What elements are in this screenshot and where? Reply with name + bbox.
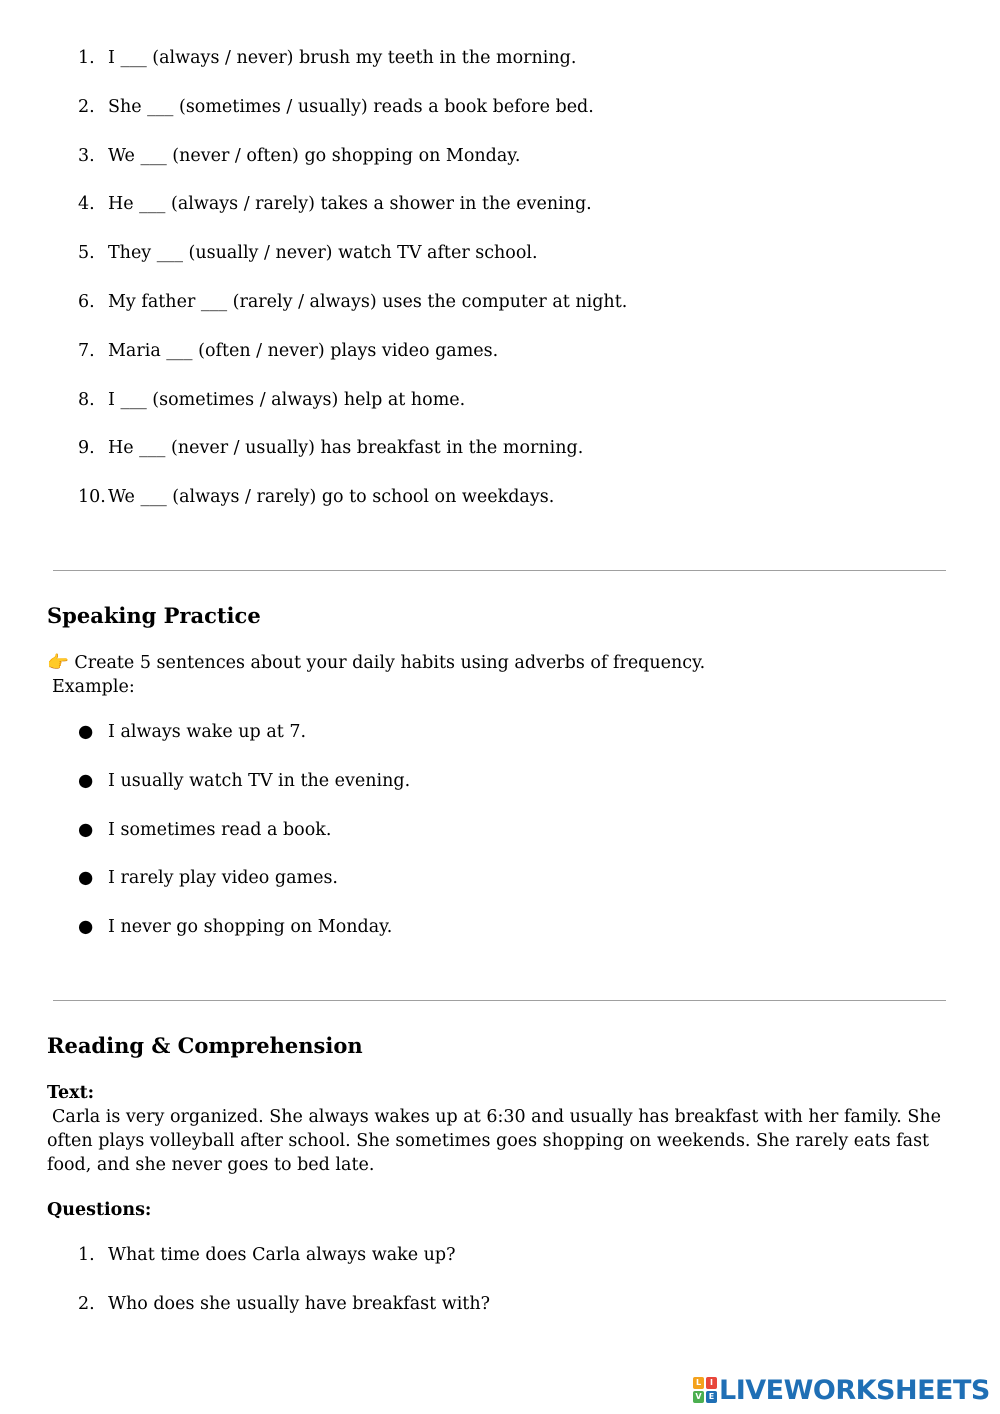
text-label: Text: — [47, 1083, 95, 1103]
example-text: I never go shopping on Monday. — [108, 917, 393, 937]
liveworksheets-logo — [693, 1374, 990, 1406]
question-number: 1. — [78, 1245, 95, 1265]
example-text: I always wake up at 7. — [108, 722, 307, 742]
question-text: What time does Carla always wake up? — [108, 1245, 456, 1265]
bullet: ● — [78, 820, 94, 840]
logo-icon-letter: I — [706, 1377, 717, 1389]
question-text: Who does she usually have breakfast with? — [108, 1294, 490, 1314]
item-number: 2. — [78, 97, 95, 117]
item-number: 4. — [78, 194, 95, 214]
item-text: They ___ (usually / never) watch TV after school. — [108, 243, 538, 263]
item-number: 8. — [78, 390, 95, 410]
item-text: My father ___ (rarely / always) uses the computer at night. — [108, 292, 628, 312]
reading-text-line: Carla is very organized. She always wakes up at 6:30 and usually has breakfast with her family. She — [52, 1107, 941, 1127]
item-text: I ___ (sometimes / always) help at home. — [108, 390, 466, 410]
bullet: ● — [78, 771, 94, 791]
item-text: He ___ (never / usually) has breakfast in the morning. — [108, 438, 584, 458]
reading-text-line: often plays volleyball after school. She sometimes goes shopping on weekends. She rarely eats fast — [47, 1131, 930, 1151]
item-text: Maria ___ (often / never) plays video games. — [108, 341, 499, 361]
item-number: 5. — [78, 243, 95, 263]
item-number: 6. — [78, 292, 95, 312]
reading-text-line: food, and she never goes to bed late. — [47, 1155, 375, 1175]
item-text: I ___ (always / never) brush my teeth in the morning. — [108, 48, 577, 68]
item-text: We ___ (always / rarely) go to school on weekdays. — [108, 487, 555, 507]
example-text: I usually watch TV in the evening. — [108, 771, 411, 791]
logo-icon — [693, 1377, 717, 1403]
speaking-instruction: 👉 Create 5 sentences about your daily habits using adverbs of frequency. — [47, 653, 706, 673]
question-number: 2. — [78, 1294, 95, 1314]
reading-title: Reading & Comprehension — [47, 1033, 363, 1058]
section-divider — [53, 1000, 946, 1001]
bullet: ● — [78, 917, 94, 937]
item-text: We ___ (never / often) go shopping on Monday. — [108, 146, 521, 166]
questions-label: Questions: — [47, 1200, 152, 1220]
logo-icon-letter: E — [706, 1391, 717, 1403]
item-number: 1. — [78, 48, 95, 68]
section-divider — [53, 570, 946, 571]
bullet: ● — [78, 868, 94, 888]
item-text: He ___ (always / rarely) takes a shower in the evening. — [108, 194, 592, 214]
item-number: 3. — [78, 146, 95, 166]
logo-text: LIVEWORKSHEETS — [719, 1374, 990, 1406]
logo-icon-letter: V — [693, 1391, 704, 1403]
item-text: She ___ (sometimes / usually) reads a book before bed. — [108, 97, 594, 117]
item-number: 9. — [78, 438, 95, 458]
logo-icon-letter: L — [693, 1377, 704, 1389]
bullet: ● — [78, 722, 94, 742]
example-label: Example: — [52, 677, 135, 697]
item-number: 10. — [78, 487, 106, 507]
item-number: 7. — [78, 341, 95, 361]
speaking-title: Speaking Practice — [47, 603, 261, 628]
example-text: I rarely play video games. — [108, 868, 338, 888]
example-text: I sometimes read a book. — [108, 820, 332, 840]
